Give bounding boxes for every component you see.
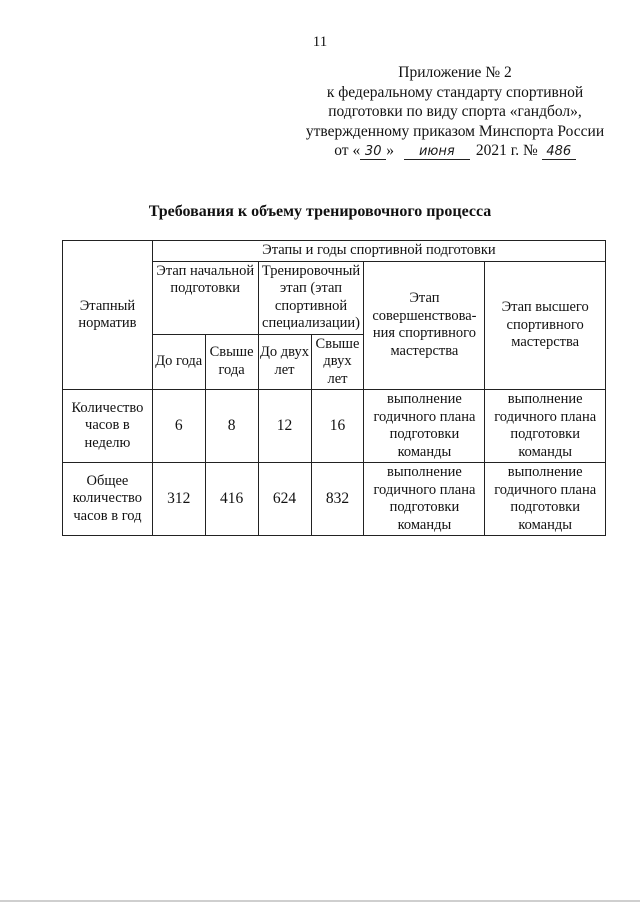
header-row-1 bbox=[63, 241, 606, 262]
handwritten-month: июня bbox=[404, 145, 470, 160]
appendix-line-order: утвержденному приказом Минспорта России bbox=[305, 122, 605, 140]
table-cell: выполнение годичного плана подготовки команды bbox=[364, 463, 485, 536]
stage-initial-header: Этап начальной подготовки bbox=[152, 261, 258, 334]
requirements-table bbox=[62, 240, 606, 536]
row-label: Количество часов в неделю bbox=[63, 390, 153, 463]
table-cell: 312 bbox=[152, 463, 205, 536]
table-cell: 624 bbox=[258, 463, 311, 536]
page-bottom-edge bbox=[0, 900, 640, 902]
appendix-title: Приложение № 2 bbox=[398, 64, 512, 81]
table-row bbox=[63, 463, 606, 536]
table-cell: выполнение годичного плана подготовки команды bbox=[485, 463, 606, 536]
page-number: 11 bbox=[312, 34, 328, 50]
sub-upto-two-years: До двух лет bbox=[258, 334, 311, 390]
stage-training-header: Тренировочный этап (этап спортивной специализации) bbox=[258, 261, 364, 334]
year-text: 2021 г. № bbox=[475, 142, 538, 159]
norm-header: Этапный норматив bbox=[63, 241, 153, 390]
row-label: Общее количество часов в год bbox=[63, 463, 153, 536]
appendix-header bbox=[305, 63, 605, 161]
sub-over-year: Свыше года bbox=[205, 334, 258, 390]
document-title: Требования к объему тренировочного процесса bbox=[148, 203, 492, 220]
handwritten-order-number: 486 bbox=[542, 145, 576, 160]
stages-header: Этапы и годы спортивной подготовки bbox=[152, 241, 605, 262]
table-cell: 8 bbox=[205, 390, 258, 463]
table-cell: выполнение годичного плана подготовки команды bbox=[485, 390, 606, 463]
stage-higher-header: Этап высшего спортивного мастерства bbox=[485, 261, 606, 390]
stage-improvement-header: Этап совершенствова-ния спортивного мастерства bbox=[364, 261, 485, 390]
date-prefix: от « bbox=[334, 142, 361, 159]
table-cell: 16 bbox=[311, 390, 364, 463]
table-cell: 832 bbox=[311, 463, 364, 536]
sub-upto-year: До года bbox=[152, 334, 205, 390]
table-row bbox=[63, 390, 606, 463]
date-close: » bbox=[386, 142, 394, 159]
appendix-line-sport: подготовки по виду спорта «гандбол», bbox=[328, 103, 582, 120]
table-cell: 416 bbox=[205, 463, 258, 536]
appendix-line-standard: к федеральному стандарту спортивной bbox=[326, 83, 584, 101]
handwritten-day: 30 bbox=[360, 145, 386, 160]
table-cell: 6 bbox=[152, 390, 205, 463]
sub-over-two-years: Свыше двух лет bbox=[311, 334, 364, 390]
appendix-date-line bbox=[305, 141, 605, 161]
table-cell: выполнение годичного плана подготовки команды bbox=[364, 390, 485, 463]
table-cell: 12 bbox=[258, 390, 311, 463]
